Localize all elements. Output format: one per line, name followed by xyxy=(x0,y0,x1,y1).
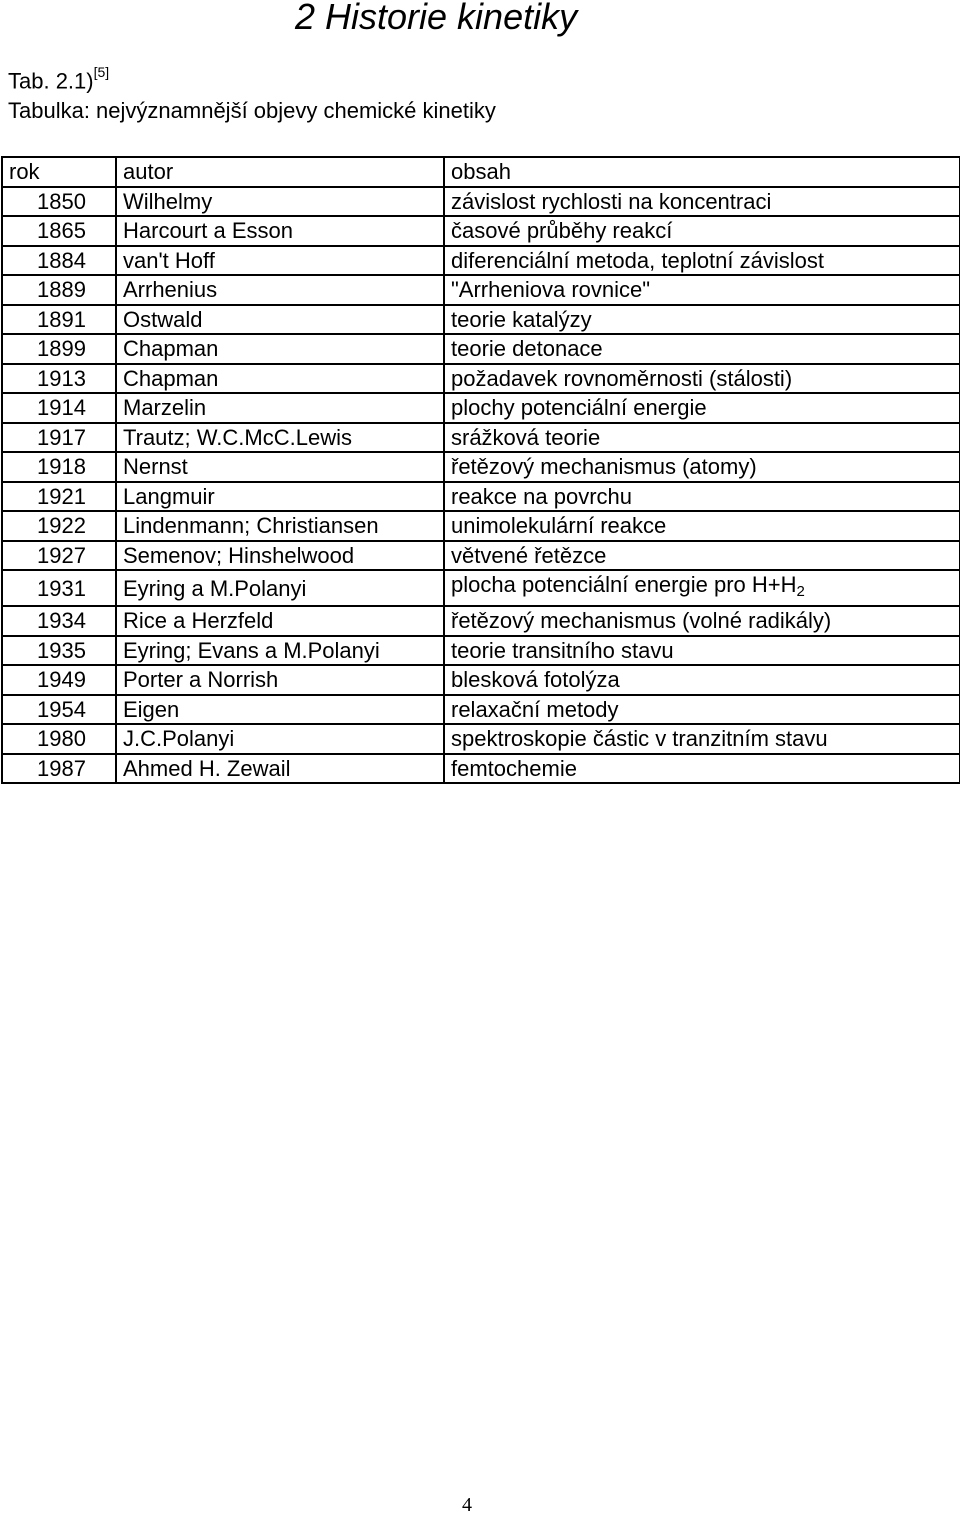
table-row xyxy=(2,665,960,695)
cell-year: 1922 xyxy=(2,511,116,541)
table-row xyxy=(2,216,960,246)
cell-author: Eigen xyxy=(116,695,444,725)
cell-author: Eyring a M.Polanyi xyxy=(116,570,444,606)
cell-year: 1865 xyxy=(2,216,116,246)
table-row xyxy=(2,606,960,636)
cell-author: J.C.Polanyi xyxy=(116,724,444,754)
table-row xyxy=(2,724,960,754)
cell-content xyxy=(444,754,960,784)
cell-content xyxy=(444,636,960,666)
cell-year: 1934 xyxy=(2,606,116,636)
cell-content xyxy=(444,423,960,453)
header-content: obsah xyxy=(444,157,960,187)
cell-content-text: blesková fotolýza xyxy=(451,667,620,693)
cell-content-text: reakce na povrchu xyxy=(451,483,632,509)
cell-content-text: unimolekulární reakce xyxy=(451,513,667,539)
table-header-row xyxy=(2,157,960,187)
cell-content-text: časové průběhy reakcí xyxy=(451,218,673,244)
table-row xyxy=(2,452,960,482)
cell-content-text: spektroskopie částic v tranzitním stavu xyxy=(451,726,828,752)
table-label xyxy=(8,64,110,94)
cell-author: Lindenmann; Christiansen xyxy=(116,511,444,541)
cell-content-text: řetězový mechanismus (volné radikály) xyxy=(451,608,832,634)
cell-content-text: relaxační metody xyxy=(451,696,619,722)
cell-content xyxy=(444,482,960,512)
cell-content-text: závislost rychlosti na koncentraci xyxy=(451,188,772,214)
cell-content-text: diferenciální metoda, teplotní závislost xyxy=(451,247,824,273)
cell-content xyxy=(444,452,960,482)
cell-author: Chapman xyxy=(116,334,444,364)
cell-author: Ahmed H. Zewail xyxy=(116,754,444,784)
table-reference: [5] xyxy=(93,64,110,80)
table-row xyxy=(2,187,960,217)
cell-author: Ostwald xyxy=(116,305,444,335)
cell-year: 1889 xyxy=(2,275,116,305)
cell-author: Marzelin xyxy=(116,393,444,423)
header-author: autor xyxy=(116,157,444,187)
cell-content xyxy=(444,187,960,217)
cell-content-text: řetězový mechanismus (atomy) xyxy=(451,454,757,480)
cell-author: van't Hoff xyxy=(116,246,444,276)
cell-year: 1918 xyxy=(2,452,116,482)
table-row xyxy=(2,695,960,725)
cell-year: 1917 xyxy=(2,423,116,453)
cell-content xyxy=(444,305,960,335)
cell-author: Eyring; Evans a M.Polanyi xyxy=(116,636,444,666)
table-row xyxy=(2,482,960,512)
table-row xyxy=(2,636,960,666)
cell-year: 1914 xyxy=(2,393,116,423)
cell-content xyxy=(444,695,960,725)
table-row xyxy=(2,541,960,571)
kinetics-discoveries-table xyxy=(1,156,960,784)
cell-content-text: srážková teorie xyxy=(451,424,601,450)
cell-year: 1987 xyxy=(2,754,116,784)
cell-year: 1913 xyxy=(2,364,116,394)
header-year: rok xyxy=(2,157,116,187)
cell-content xyxy=(444,364,960,394)
cell-year: 1927 xyxy=(2,541,116,571)
cell-author: Harcourt a Esson xyxy=(116,216,444,246)
cell-author: Rice a Herzfeld xyxy=(116,606,444,636)
cell-content-text: teorie detonace xyxy=(451,336,603,362)
cell-content-text: plocha potenciální energie pro H+H xyxy=(451,572,797,597)
table-row xyxy=(2,334,960,364)
table-row xyxy=(2,305,960,335)
cell-year: 1884 xyxy=(2,246,116,276)
cell-year: 1949 xyxy=(2,665,116,695)
cell-content xyxy=(444,275,960,305)
cell-content-text: plochy potenciální energie xyxy=(451,395,707,421)
cell-year: 1921 xyxy=(2,482,116,512)
cell-content-text: teorie transitního stavu xyxy=(451,637,674,663)
cell-content-text: požadavek rovnoměrnosti (stálosti) xyxy=(451,365,793,391)
cell-author: Trautz; W.C.McC.Lewis xyxy=(116,423,444,453)
cell-author: Nernst xyxy=(116,452,444,482)
cell-content xyxy=(444,570,960,606)
cell-author: Wilhelmy xyxy=(116,187,444,217)
cell-year: 1954 xyxy=(2,695,116,725)
table-row xyxy=(2,393,960,423)
table-row xyxy=(2,275,960,305)
table-row xyxy=(2,570,960,606)
cell-content-text: "Arrheniova rovnice" xyxy=(451,277,651,303)
cell-content xyxy=(444,246,960,276)
table-row xyxy=(2,511,960,541)
cell-content xyxy=(444,606,960,636)
page-number: 4 xyxy=(462,1494,472,1516)
cell-content-text: femtochemie xyxy=(451,755,577,781)
cell-year: 1891 xyxy=(2,305,116,335)
cell-content xyxy=(444,724,960,754)
cell-content xyxy=(444,393,960,423)
cell-content-text: teorie katalýzy xyxy=(451,306,592,332)
cell-content-subscript: 2 xyxy=(796,583,805,600)
cell-content xyxy=(444,334,960,364)
cell-author: Chapman xyxy=(116,364,444,394)
cell-year: 1899 xyxy=(2,334,116,364)
cell-author: Semenov; Hinshelwood xyxy=(116,541,444,571)
table-row xyxy=(2,754,960,784)
cell-content-text: větvené řetězce xyxy=(451,542,607,568)
cell-content xyxy=(444,216,960,246)
table-caption: Tabulka: nejvýznamnější objevy chemické kinetiky xyxy=(8,98,496,123)
cell-year: 1850 xyxy=(2,187,116,217)
cell-content xyxy=(444,541,960,571)
cell-year: 1935 xyxy=(2,636,116,666)
table-body xyxy=(2,187,960,784)
section-heading: 2 Historie kinetiky xyxy=(295,0,578,37)
cell-content xyxy=(444,665,960,695)
cell-content xyxy=(444,511,960,541)
table-label-text: Tab. 2.1) xyxy=(8,68,94,94)
cell-year: 1980 xyxy=(2,724,116,754)
cell-author: Langmuir xyxy=(116,482,444,512)
cell-year: 1931 xyxy=(2,570,116,606)
table-row xyxy=(2,364,960,394)
table-row xyxy=(2,246,960,276)
table-row xyxy=(2,423,960,453)
cell-author: Porter a Norrish xyxy=(116,665,444,695)
cell-author: Arrhenius xyxy=(116,275,444,305)
